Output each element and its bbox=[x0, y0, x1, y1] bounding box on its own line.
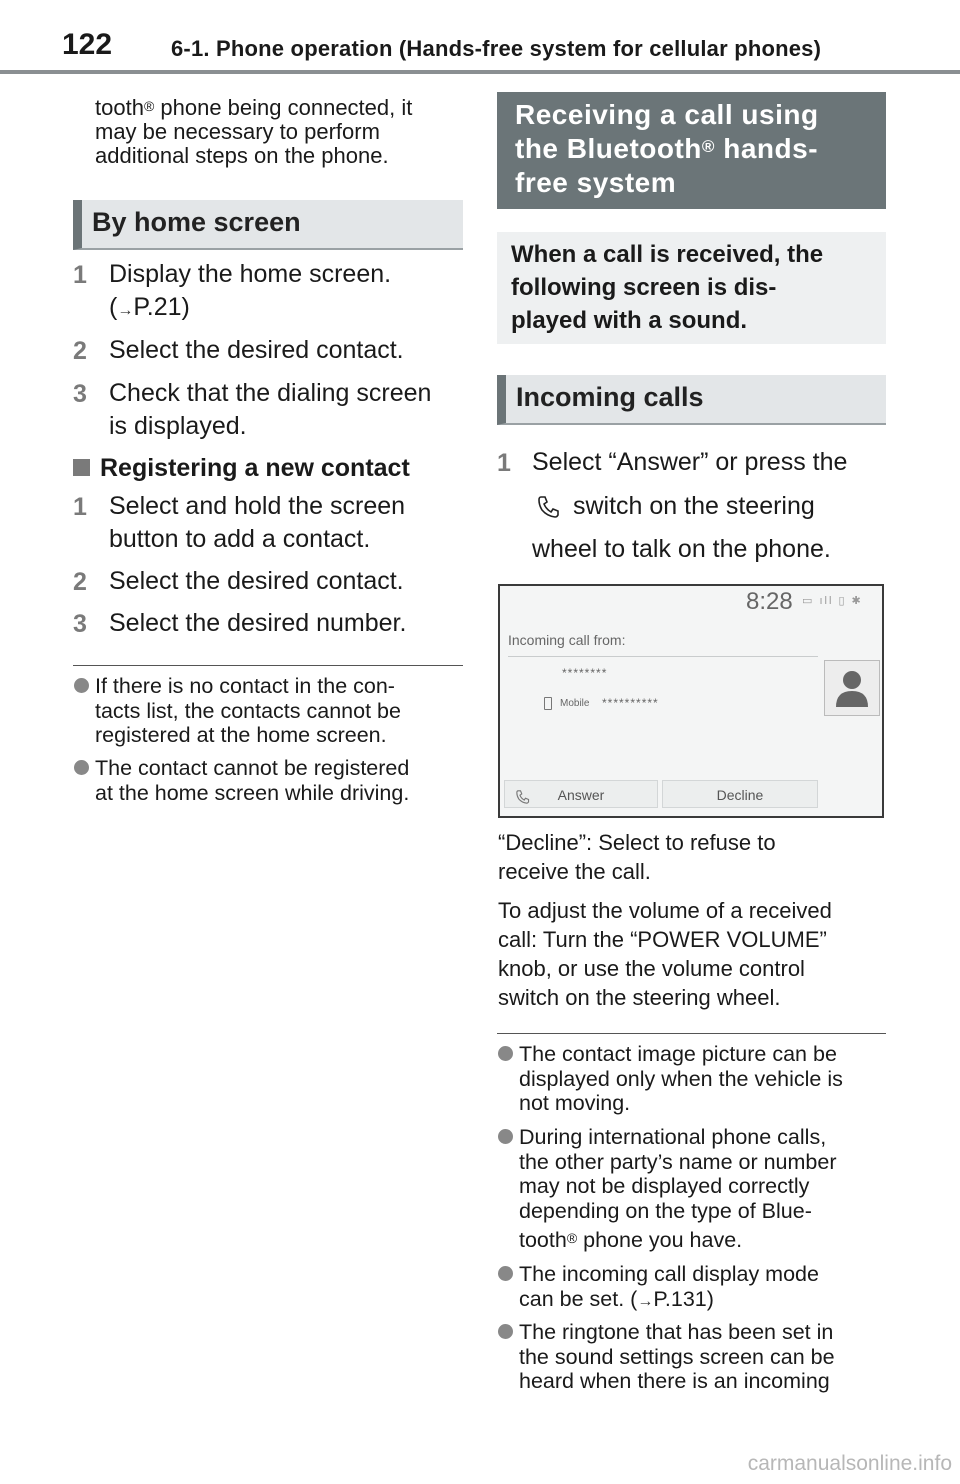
notes-rule bbox=[73, 665, 463, 666]
arrow-icon: → bbox=[117, 302, 134, 319]
arrow-icon: → bbox=[637, 1292, 654, 1310]
step-number: 2 bbox=[73, 337, 87, 365]
contact-avatar-icon bbox=[824, 660, 880, 716]
phone-icon bbox=[515, 786, 531, 814]
bullet-icon bbox=[498, 1046, 513, 1061]
decline-description: “Decline”: Select to refuse to receive the call. bbox=[498, 830, 776, 884]
incoming-label: Incoming call from: bbox=[508, 632, 626, 648]
page-number: 122 bbox=[62, 28, 113, 61]
bullet-icon bbox=[74, 760, 89, 775]
notes-rule bbox=[497, 1033, 886, 1034]
chapter-title: 6-1. Phone operation (Hands-free system for cellular phones) bbox=[171, 36, 822, 61]
decline-button[interactable]: Decline bbox=[662, 780, 818, 808]
step-text: Select and hold the screen bbox=[109, 492, 406, 520]
section-head-incoming-calls: Incoming calls bbox=[497, 375, 886, 425]
intro-line-3: additional steps on the phone. bbox=[95, 143, 389, 168]
note-item: The incoming call display mode can be set. (→P.131) bbox=[498, 1262, 888, 1314]
caller-number: ********** bbox=[602, 696, 659, 710]
subheading-registering: Registering a new contact bbox=[73, 454, 410, 483]
watermark: carmanualsonline.info bbox=[747, 1452, 952, 1475]
step-number: 1 bbox=[73, 261, 87, 289]
step-number: 2 bbox=[73, 568, 87, 596]
section-head-receiving-call: Receiving a call using the Bluetooth® hands- free system bbox=[497, 92, 886, 209]
step-number: 3 bbox=[73, 380, 87, 408]
volume-description: To adjust the volume of a received call: Turn the “POWER VOLUME” knob, or use the volume control switch on the steering wheel. bbox=[498, 898, 832, 1010]
bullet-icon bbox=[498, 1324, 513, 1339]
note-item: During international phone calls, the other party’s name or number may not be displayed correctly depending on the type of Blue- tooth® phone you have. bbox=[498, 1125, 888, 1253]
section-head-by-home-screen: By home screen bbox=[73, 200, 463, 250]
lead-text: When a call is received, the following screen is dis- played with a sound. bbox=[497, 232, 886, 344]
mobile-phone-icon bbox=[544, 697, 552, 710]
step-text: is displayed. bbox=[109, 412, 247, 440]
screen-divider bbox=[508, 656, 818, 657]
bullet-icon bbox=[74, 678, 89, 693]
step-text: Select the desired number. bbox=[109, 609, 407, 637]
bullet-icon bbox=[498, 1129, 513, 1144]
incoming-call-screen bbox=[498, 584, 884, 818]
note-item: If there is no contact in the con- tacts list, the contacts cannot be registered at the home screen. bbox=[74, 674, 464, 750]
step-text: Display the home screen. bbox=[109, 260, 392, 288]
header-rule bbox=[0, 70, 960, 74]
step-text: Check that the dialing screen bbox=[109, 379, 432, 407]
step-number: 3 bbox=[73, 610, 87, 638]
note-item: The ringtone that has been set in the sound settings screen can be heard when there is an incoming bbox=[498, 1320, 888, 1396]
note-item: The contact cannot be registered at the home screen while driving. bbox=[74, 756, 464, 808]
clock: 8:28 bbox=[746, 588, 793, 615]
square-bullet-icon bbox=[73, 459, 90, 476]
step-number: 1 bbox=[73, 493, 87, 521]
caller-name: ******** bbox=[562, 666, 608, 680]
step-text: switch on the steering bbox=[573, 492, 815, 520]
note-item: The contact image picture can be displayed only when the vehicle is not moving. bbox=[498, 1042, 888, 1118]
intro-line-2: may be necessary to perform bbox=[95, 119, 380, 144]
status-icons: ▭ ıll ▯ ✱ bbox=[802, 595, 863, 607]
number-type: Mobile bbox=[560, 698, 590, 709]
step-number: 1 bbox=[497, 449, 511, 477]
step-text: Select the desired contact. bbox=[109, 567, 404, 595]
step-ref: (→P.21) bbox=[109, 293, 190, 321]
answer-button[interactable]: Answer bbox=[504, 780, 658, 808]
step-text: wheel to talk on the phone. bbox=[532, 535, 831, 563]
step-text: button to add a contact. bbox=[109, 525, 371, 553]
step-text: Select “Answer” or press the bbox=[532, 448, 848, 476]
phone-switch-icon bbox=[536, 494, 562, 525]
bullet-icon bbox=[498, 1266, 513, 1281]
intro-line-1: tooth® phone being connected, it bbox=[95, 95, 413, 120]
step-text: Select the desired contact. bbox=[109, 336, 404, 364]
